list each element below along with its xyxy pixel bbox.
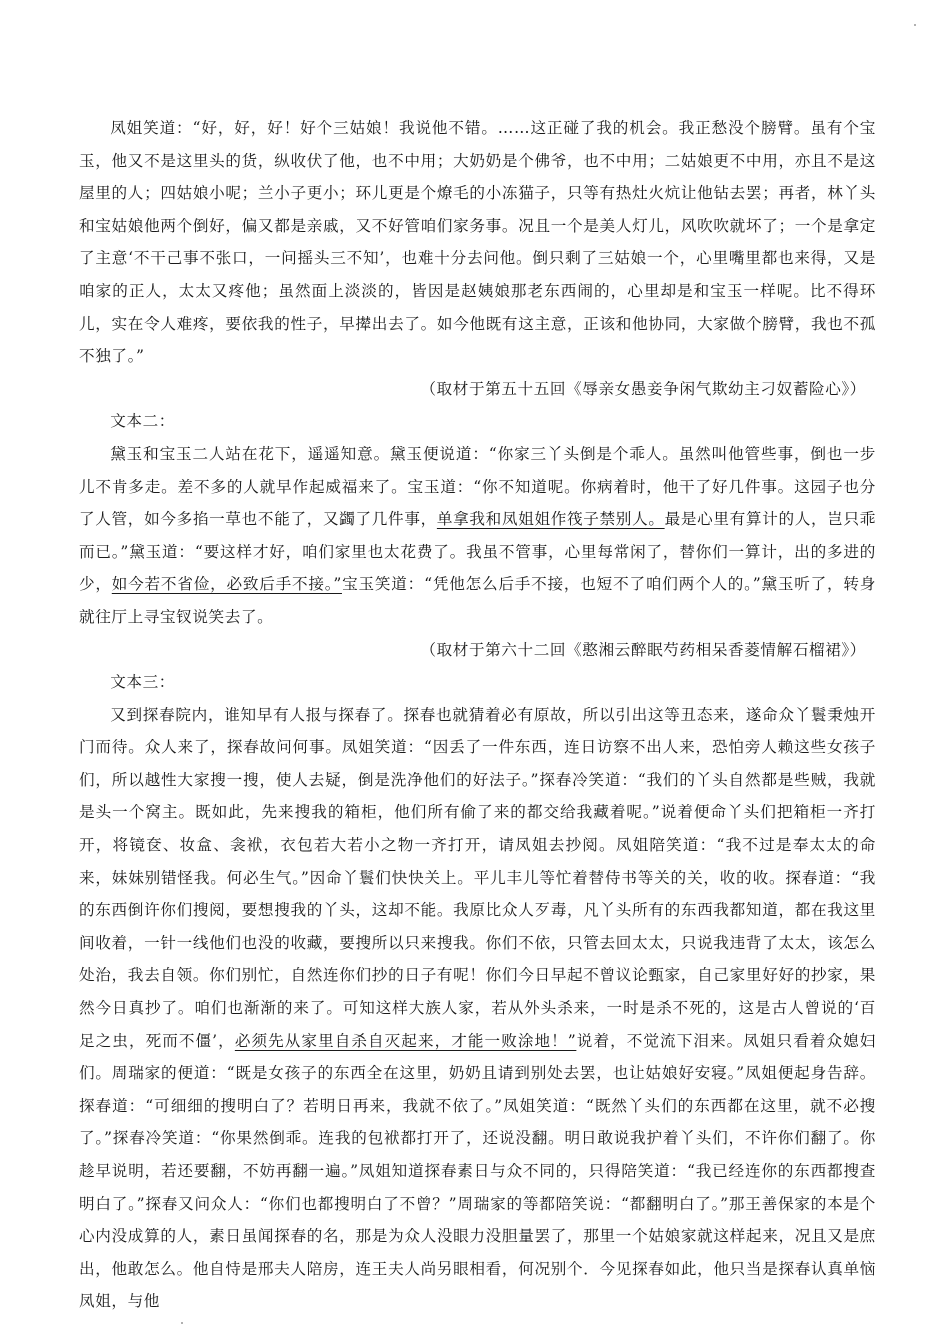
passage-2-text-a: 黛玉和宝玉二人站在花下，遥遥知意。黛玉便说道：“你家三丫头倒是个乖人。虽然叫他管些事，倒也一步儿不肯多走。差不多的人就早作起威福来了。宝玉道：“你不知道呢。你病着时，他干了好几件事。这园子也分了人管，如今多掐一草也不能了，又蠲了几件事， bbox=[79, 444, 876, 529]
passage-3-text-b: 说着，不觉流下泪来。凤姐只看着众媳妇们。周瑞家的便道：“既是女孩子的东西全在这里，奶奶且请到别处去罢，也让姑娘好安寝。”凤姐便起身告辞。探春道：“可细细的搜明白了？若明日再来，我就不依了。”凤姐笑道：“既然丫头们的东西都在这里，就不必搜了。”探春冷笑道：“你果然倒乖。连我的包袱都打开了，还说没翻。明日敢说我护着丫头们，不许你们翻了。你趁早说明，若还要翻，不妨再翻一遍。”凤姐知道探春素日与众不同的，只得陪笑道：“我已经连你的东西都搜查明白了。”探春又问众人：“你们也都搜明白了不曾？”周瑞家的等都陪笑说：“都翻明白了。”那王善保家的本是个心内没成算的人，素日虽闻探春的名，那是为众人没眼力没胆量罢了，那里一个姑娘家就这样起来，况且又是庶出，他敢怎么。他自恃是邢夫人陪房，连王夫人尚另眼相看，何况别个．今见探春如此，他只当是探春认真单恼凤姐，与他 bbox=[79, 1031, 876, 1311]
passage-1-text: 凤姐笑道：“好，好，好！好个三姑娘！我说他不错。……这正碰了我的机会。我正愁没个膀臂。虽有个宝玉，他又不是这里头的货，纵收伏了他，也不中用；大奶奶是个佛爷，也不中用；二姑娘更不中用，亦且不是这屋里的人；四姑娘小呢；兰小子更小；环儿更是个燎毛的小冻猫子，只等有热灶火炕让他钻去罢；再者，林丫头和宝姑娘他两个倒好，偏又都是亲戚，又不好管咱们家务事。况且一个是美人灯儿，风吹吹就坏了；一个是拿定了主意‘不干己事不张口，一问摇头三不知’，也难十分去问他。倒只剩了三姑娘一个，心里嘴里都也来得，又是咱家的正人，太太又疼他；虽然面上淡淡的，皆因是赵姨娘那老东西闹的，心里却是和宝玉一样呢。比不得环儿，实在令人难疼，要依我的性子，早撵出去了。如今他既有这主意，正该和他协同，大家做个膀臂，我也不孤不独了。” bbox=[79, 119, 876, 366]
passage-2-text-b: 最是心里有算计的人，岂只乖而已。”黛玉道：“要这样才好，咱们家里也太花费了。我虽不管事，心里每常闲了，替你们一算计，出的多进的少， bbox=[79, 510, 876, 594]
passage-2-text bbox=[79, 438, 876, 634]
passage-2-text-c: 宝玉笑道：“凭他怎么后手不接，也短不了咱们两个人的。”黛玉听了，转身就往厅上寻宝钗说笑去了。 bbox=[79, 575, 876, 626]
page-mark-dot bbox=[181, 1322, 183, 1324]
passage-2-underlined-sentence-2: 如今若不省俭，必致后手不接。” bbox=[111, 575, 342, 594]
page-mark-dot bbox=[914, 24, 916, 26]
passage-2-heading: 文本二： bbox=[110, 412, 175, 431]
document-body bbox=[79, 112, 876, 1318]
passage-3-text bbox=[79, 699, 876, 1318]
passage-3-heading: 文本三： bbox=[110, 673, 175, 692]
passage-1-source: （取材于第五十五回《辱亲女愚妾争闲气欺幼主刁奴蓄险心》） bbox=[420, 379, 866, 398]
passage-3-underlined-sentence: 必须先从家里自杀自灭起来，才能一败涂地！” bbox=[234, 1031, 577, 1050]
passage-3-text-a: 又到探春院内，谁知早有人报与探春了。探春也就猜着必有原故，所以引出这等丑态来，遂命众丫鬟秉烛开门而待。众人来了，探春故问何事。凤姐笑道：“因丢了一件东西，连日访察不出人来，恐怕旁人赖这些女孩子们，所以越性大家搜一搜，使人去疑，倒是洗净他们的好法子。”探春冷笑道：“我们的丫头自然都是些贼，我就是头一个窝主。既如此，先来搜我的箱柜，他们所有偷了来的都交给我藏着呢。”说着便命丫头们把箱柜一齐打开，将镜奁、妆盒、衾袱，衣包若大若小之物一齐打开，请凤姐去抄阅。凤姐陪笑道：“我不过是奉太太的命来，妹妹别错怪我。何必生气。”因命丫鬟们快快关上。平儿丰儿等忙着替侍书等关的关，收的收。探春道：“我的东西倒许你们搜阅，要想搜我的丫头，这却不能。我原比众人歹毒，凡丫头所有的东西我都知道，都在我这里间收着，一针一线他们也没的收藏，要搜所以只来搜我。你们不依，只管去回太太，只说我违背了太太，该怎么处治，我去自领。你们别忙，自然连你们抄的日子有呢！你们今日早起不曾议论甄家，自己家里好好的抄家，果然今日真抄了。咱们也渐渐的来了。可知这样大族人家，若从外头杀来，一时是杀不死的，这是古人曾说的‘百足之虫，死而不僵’， bbox=[79, 705, 876, 1050]
passage-2-source: （取材于第六十二回《憨湘云醉眠芍药相呆香菱情解石榴裙》） bbox=[420, 640, 866, 659]
passage-2-underlined-sentence-1: 单拿我和凤姐姐作筏子禁别人。 bbox=[436, 510, 665, 529]
